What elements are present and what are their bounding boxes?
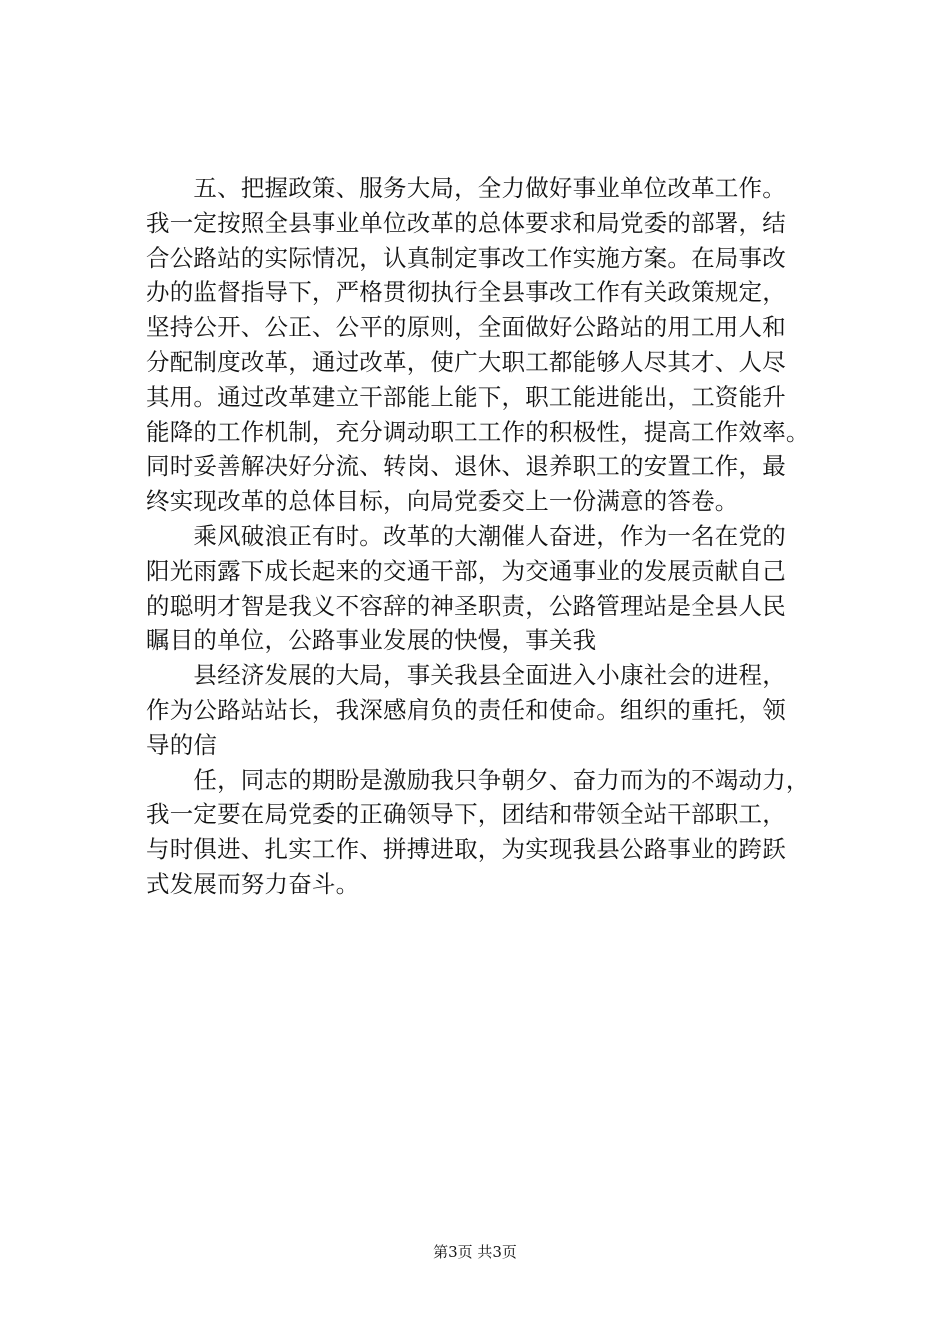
text-line: 坚持公开、公正、公平的原则，全面做好公路站的用工用人和 (146, 313, 786, 342)
text-line: 合公路站的实际情况，认真制定事改工作实施方案。在局事改 (146, 243, 786, 272)
document-body (146, 171, 846, 902)
text-line: 同时妥善解决好分流、转岗、退休、退养职工的安置工作，最 (146, 452, 786, 481)
text-line: 终实现改革的总体目标，向局党委交上一份满意的答卷。 (146, 487, 739, 516)
text-line: 式发展而努力奋斗。 (146, 869, 360, 898)
text-line: 办的监督指导下，严格贯彻执行全县事改工作有关政策规定， (146, 278, 786, 307)
text-line: 我一定要在局党委的正确领导下，团结和带领全站干部职工， (146, 800, 786, 829)
text-line: 县经济发展的大局，事关我县全面进入小康社会的进程， (146, 661, 786, 690)
text-line: 能降的工作机制，充分调动职工工作的积极性，提高工作效率。 (146, 417, 810, 446)
text-line: 瞩目的单位，公路事业发展的快慢，事关我 (146, 626, 597, 655)
text-line: 任，同志的期盼是激励我只争朝夕、奋力而为的不竭动力， (146, 765, 810, 794)
page-number-footer: 第3页 共3页 (433, 1243, 517, 1261)
text-line: 导的信 (146, 730, 218, 759)
text-line: 阳光雨露下成长起来的交通干部，为交通事业的发展贡献自己 (146, 556, 786, 585)
text-line: 与时俱进、扎实工作、拼搏进取，为实现我县公路事业的跨跃 (146, 835, 786, 864)
text-line: 分配制度改革，通过改革，使广大职工都能够人尽其才、人尽 (146, 347, 786, 376)
text-line: 乘风破浪正有时。改革的大潮催人奋进，作为一名在党的 (146, 521, 786, 550)
text-line: 作为公路站站长，我深感肩负的责任和使命。组织的重托，领 (146, 695, 786, 724)
text-line: 我一定按照全县事业单位改革的总体要求和局党委的部署，结 (146, 208, 786, 237)
text-line: 的聪明才智是我义不容辞的神圣职责，公路管理站是全县人民 (146, 591, 786, 620)
text-line: 其用。通过改革建立干部能上能下，职工能进能出，工资能升 (146, 382, 786, 411)
text-line: 五、把握政策、服务大局，全力做好事业单位改革工作。 (146, 174, 786, 202)
